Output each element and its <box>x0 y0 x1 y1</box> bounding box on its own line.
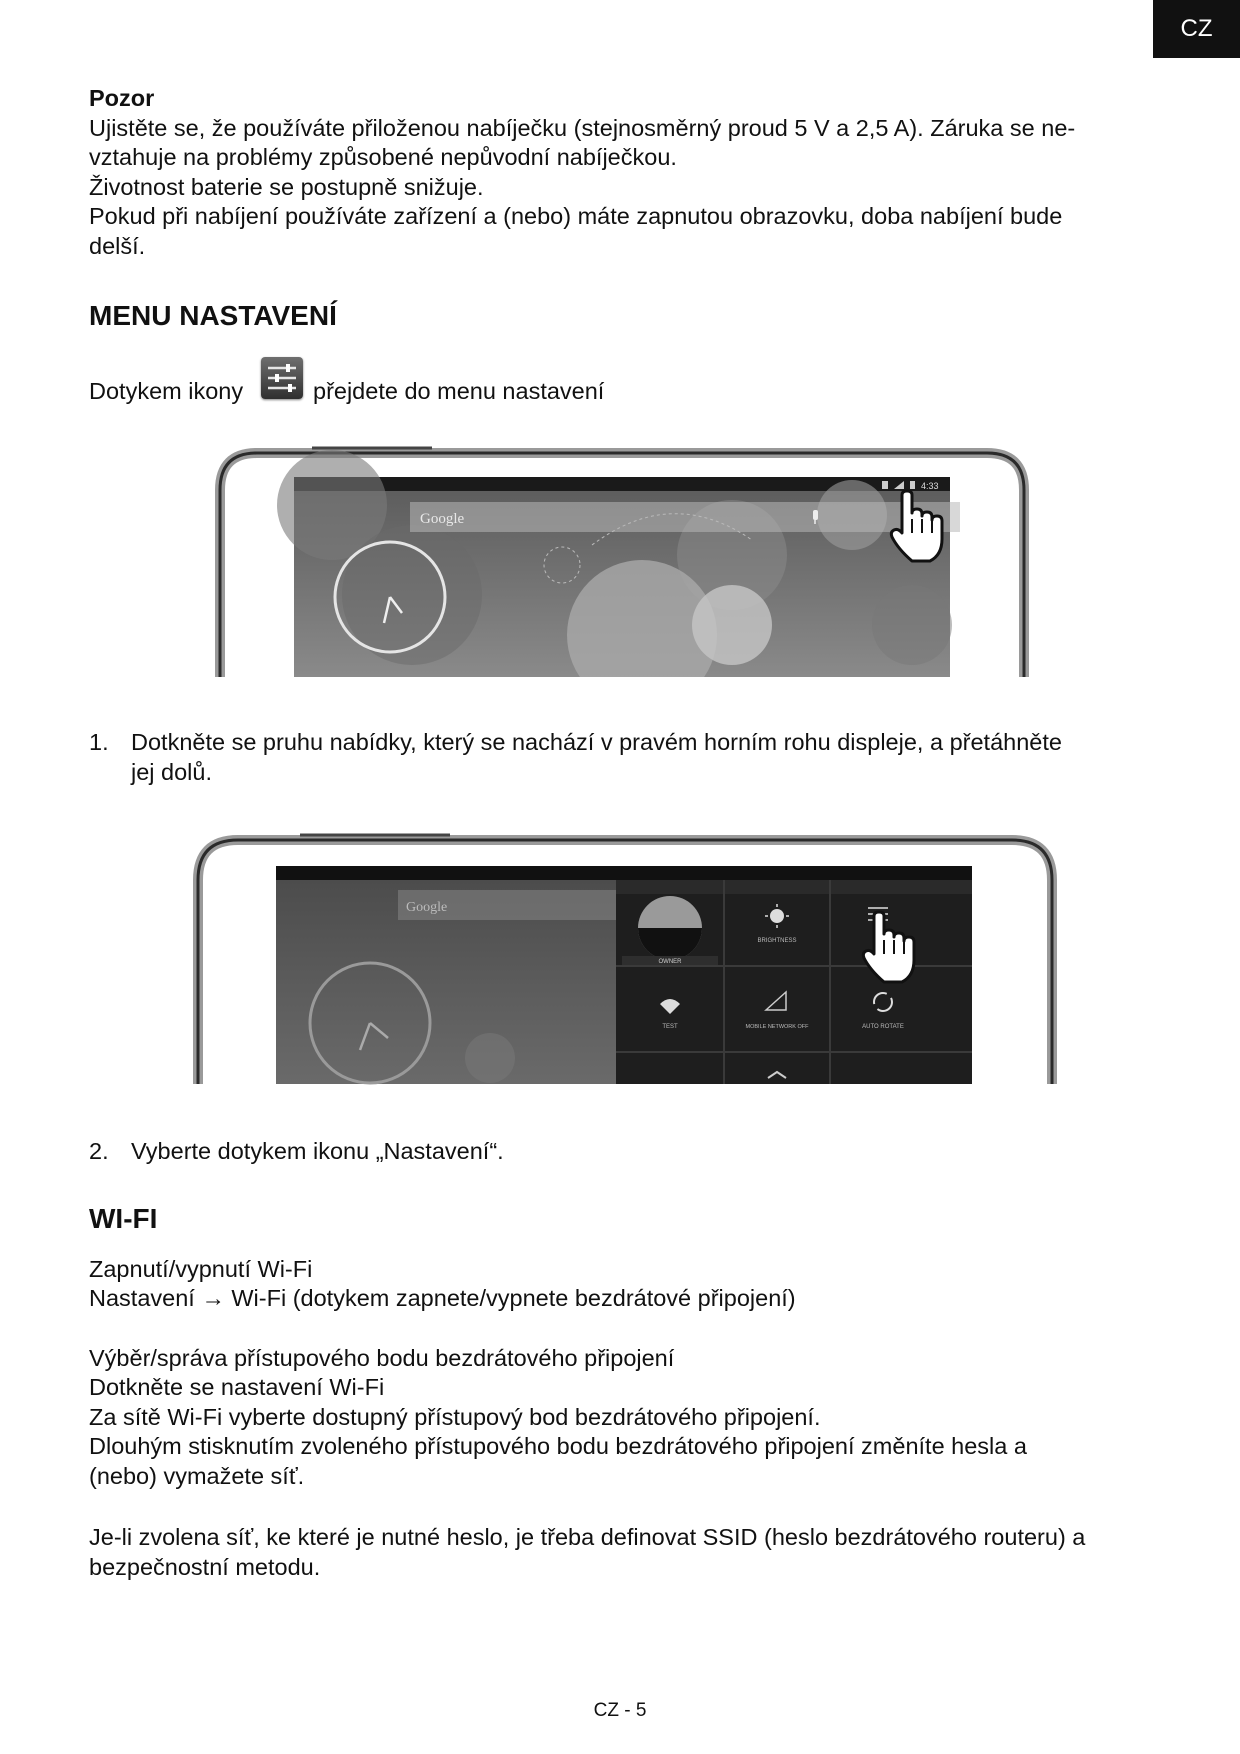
step-text: Dotkněte se pruhu nabídky, který se nachází v pravém horním rohu displeje, a přetáhněte <box>131 729 1062 755</box>
wifi-text: Je-li zvolena síť, ke které je nutné heslo, je třeba definovat SSID (heslo bezdrátového routeru) a <box>89 1524 1086 1550</box>
warning-title: Pozor <box>89 85 155 111</box>
search-bar-label: Google <box>406 900 448 915</box>
menu-intro-before: Dotykem ikony <box>89 378 244 404</box>
wifi-text: Výběr/správa přístupového bodu bezdrátového připojení <box>89 1345 675 1371</box>
status-time: 4:33 <box>921 481 939 491</box>
tile-label-brightness: BRIGHTNESS <box>757 938 797 944</box>
step-text: jej dolů. <box>131 759 212 785</box>
step-number: 2. <box>89 1138 109 1164</box>
tile-label-wifi: TEST <box>662 1024 678 1030</box>
wifi-text: (nebo) vymažete síť. <box>89 1463 305 1489</box>
settings-sliders-icon <box>261 357 303 399</box>
step-text: Vyberte dotykem ikonu „Nastavení“. <box>131 1138 504 1164</box>
tile-label-auto-rotate: AUTO ROTATE <box>862 1024 904 1030</box>
wifi-text: Za sítě Wi-Fi vyberte dostupný přístupový bod bezdrátového připojení. <box>89 1404 821 1430</box>
wifi-text: Dlouhým stisknutím zvoleného přístupového bodu bezdrátového připojení změníte hesla a <box>89 1433 1027 1459</box>
warning-line: vztahuje na problémy způsobené nepůvodní nabíječkou. <box>89 144 677 170</box>
wifi-text: Dotkněte se nastavení Wi-Fi <box>89 1374 385 1400</box>
section-heading-menu: MENU NASTAVENÍ <box>89 300 337 331</box>
section-heading-wifi: WI-FI <box>89 1203 158 1234</box>
tablet-screenshot-quick-settings <box>190 828 1060 1100</box>
menu-intro-after: přejdete do menu nastavení <box>313 378 605 404</box>
tile-label-owner: OWNER <box>658 959 682 965</box>
wifi-text: Zapnutí/vypnutí Wi-Fi <box>89 1256 313 1282</box>
wifi-text: bezpečnostní metodu. <box>89 1554 321 1580</box>
warning-line: Pokud při nabíjení používáte zařízení a (nebo) máte zapnutou obrazovku, doba nabíjení bude <box>89 203 1063 229</box>
page-number: CZ - 5 <box>593 1700 647 1721</box>
search-bar-label: Google <box>420 511 465 527</box>
wifi-text: Nastavení → Wi-Fi (dotykem zapnete/vypnete bezdrátové připojení) <box>89 1285 796 1311</box>
language-tab: CZ <box>1153 0 1240 58</box>
tile-label-mobile-network: MOBILE NETWORK OFF <box>745 1024 809 1030</box>
warning-line: Ujistěte se, že používáte přiloženou nabíječku (stejnosměrný proud 5 V a 2,5 A). Záruka se ne- <box>89 115 1076 141</box>
warning-line: Životnost baterie se postupně snižuje. <box>89 174 484 200</box>
tablet-screenshot-home <box>212 445 1032 677</box>
warning-line: delší. <box>89 233 146 259</box>
step-number: 1. <box>89 729 109 755</box>
